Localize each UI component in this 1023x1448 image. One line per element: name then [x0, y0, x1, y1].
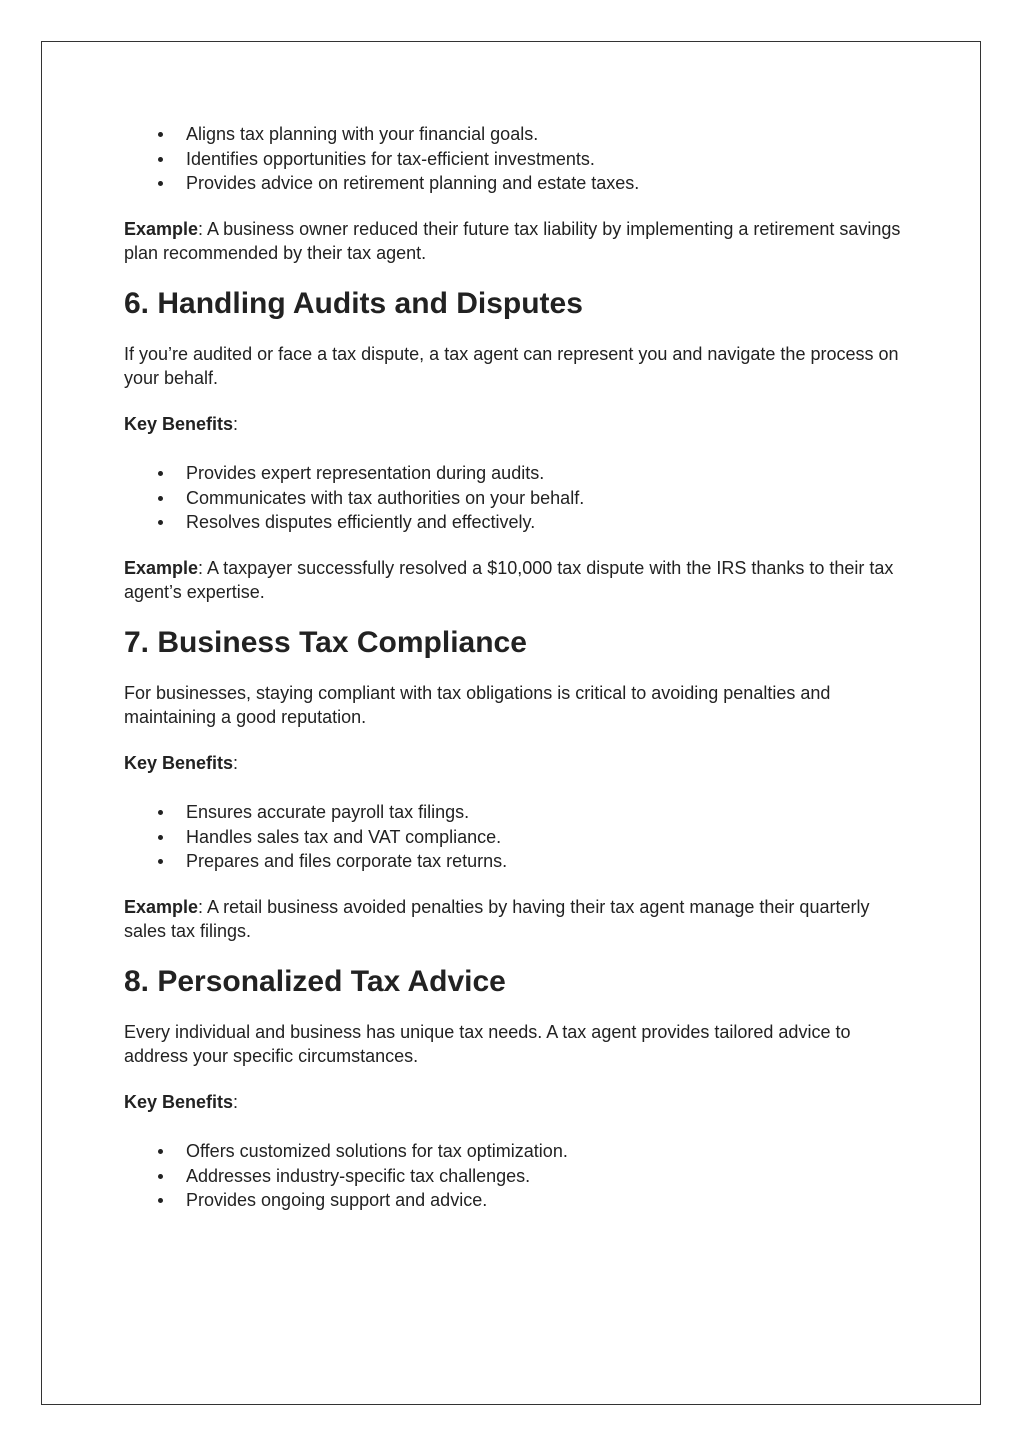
intro-bullet-list [124, 122, 904, 196]
section-heading-compliance: 7. Business Tax Compliance [124, 625, 527, 659]
example-text: : A taxpayer successfully resolved a $10,000 tax dispute with the IRS thanks to their tax agent’s expertise. [124, 557, 894, 602]
key-benefits-label: Key Benefits: [124, 1091, 239, 1112]
list-item: Provides ongoing support and advice. [124, 1188, 904, 1213]
list-item: Provides expert representation during audits. [124, 461, 904, 486]
section-example [124, 556, 904, 605]
example-label: Example [124, 557, 199, 578]
section-heading-advice: 8. Personalized Tax Advice [124, 964, 506, 998]
section-paragraph: If you’re audited or face a tax dispute, a tax agent can represent you and navigate the process on your behalf. [124, 343, 899, 388]
list-item: Handles sales tax and VAT compliance. [124, 825, 904, 850]
benefits-list [124, 1139, 904, 1213]
key-benefits-label: Key Benefits: [124, 413, 239, 434]
example-label: Example [124, 896, 199, 917]
section-example [124, 895, 904, 944]
list-item: Identifies opportunities for tax-efficient investments. [124, 147, 904, 172]
example-label: Example [124, 218, 199, 239]
intro-example [124, 217, 904, 266]
section-heading-audits: 6. Handling Audits and Disputes [124, 286, 583, 320]
key-benefits-label: Key Benefits: [124, 752, 239, 773]
list-item: Addresses industry-specific tax challenges. [124, 1164, 904, 1189]
list-item: Provides advice on retirement planning and estate taxes. [124, 171, 904, 196]
list-item: Ensures accurate payroll tax filings. [124, 800, 904, 825]
list-item: Offers customized solutions for tax optimization. [124, 1139, 904, 1164]
benefits-list [124, 800, 904, 874]
list-item: Aligns tax planning with your financial goals. [124, 122, 904, 147]
section-paragraph: For businesses, staying compliant with tax obligations is critical to avoiding penalties and maintaining a good reputation. [124, 682, 831, 727]
list-item: Communicates with tax authorities on your behalf. [124, 486, 904, 511]
document-body [124, 122, 904, 1213]
example-text: : A retail business avoided penalties by having their tax agent manage their quarterly sales tax filings. [124, 896, 870, 941]
example-text: : A business owner reduced their future tax liability by implementing a retirement savings plan recommended by their tax agent. [124, 218, 901, 263]
benefits-list [124, 461, 904, 535]
section-paragraph: Every individual and business has unique tax needs. A tax agent provides tailored advice to address your specific circumstances. [124, 1021, 851, 1066]
list-item: Prepares and files corporate tax returns. [124, 849, 904, 874]
list-item: Resolves disputes efficiently and effectively. [124, 510, 904, 535]
